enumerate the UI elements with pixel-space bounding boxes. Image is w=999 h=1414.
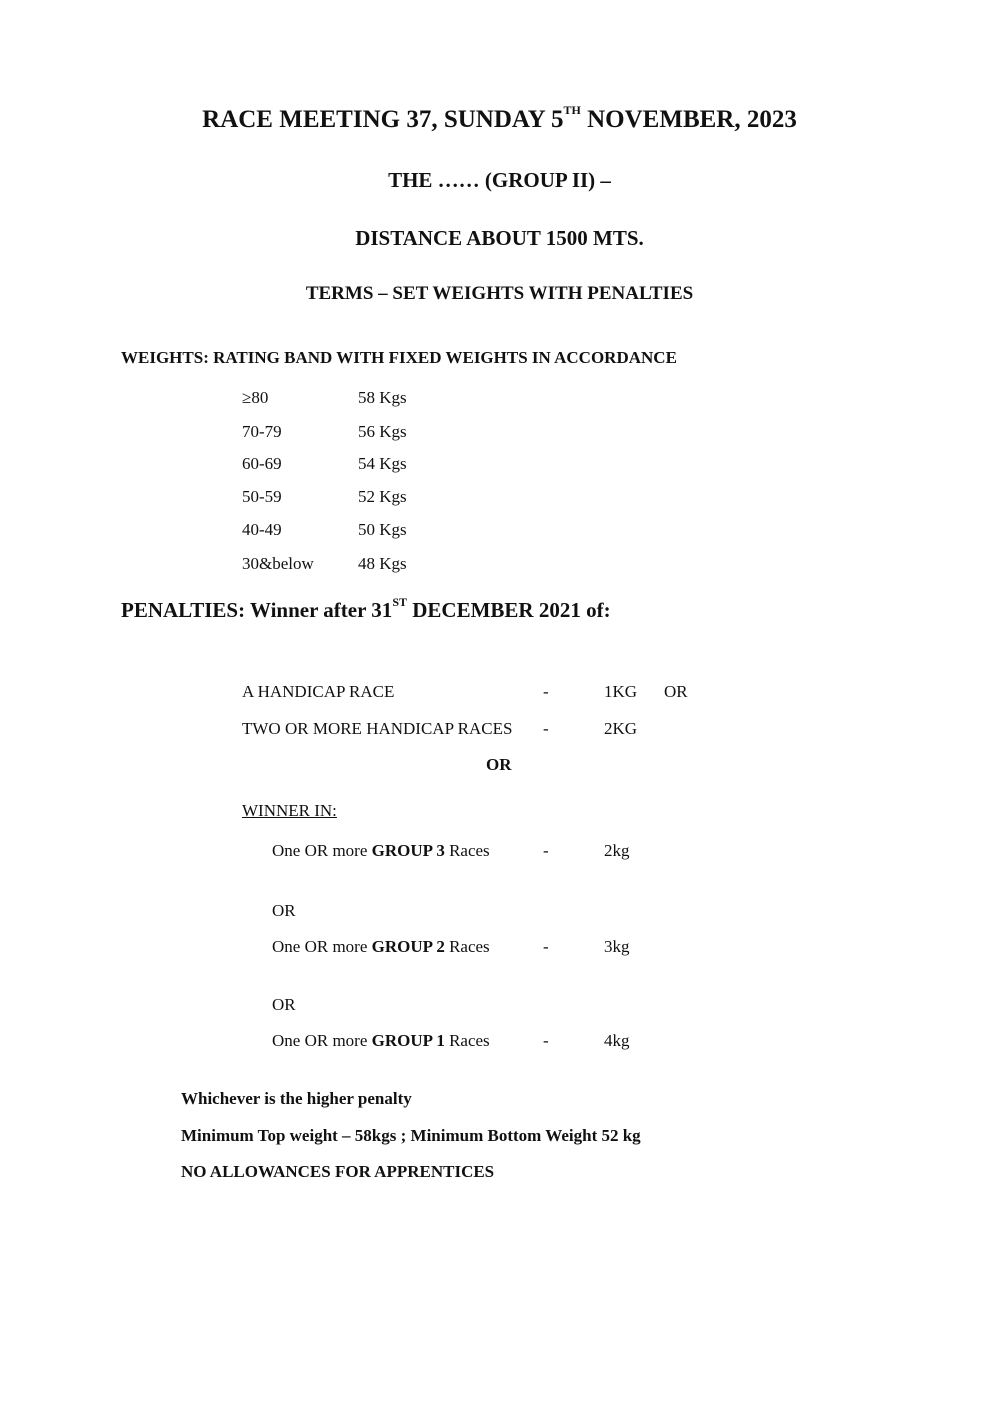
penalty-label: TWO OR MORE HANDICAP RACES (242, 719, 513, 738)
or-text: OR (272, 901, 296, 920)
penalty-dash: - (543, 1031, 549, 1050)
penalty-dash: - (543, 719, 549, 738)
weight-value: 56 Kgs (358, 422, 407, 441)
penalty-or: OR (664, 682, 688, 701)
penalty-value: 2KG (604, 719, 638, 738)
penalty-value: 3kg (604, 937, 630, 956)
weight-band: 70-79 (242, 422, 282, 441)
note-min-weights: Minimum Top weight – 58kgs ; Minimum Bottom Weight 52 kg (181, 1126, 641, 1145)
note-higher-penalty: Whichever is the higher penalty (181, 1089, 412, 1108)
weight-value: 54 Kgs (358, 454, 407, 473)
weight-value: 58 Kgs (358, 388, 407, 407)
weight-band: 40-49 (242, 520, 282, 539)
penalty-dash: - (543, 682, 549, 701)
penalty-value: 2kg (604, 841, 630, 860)
penalty-value: 4kg (604, 1031, 630, 1050)
penalty-label: A HANDICAP RACE (242, 682, 395, 701)
or-text: OR (272, 995, 296, 1014)
penalty-dash: - (543, 841, 549, 860)
weight-band: 50-59 (242, 487, 282, 506)
page-title: RACE MEETING 37, SUNDAY 5TH NOVEMBER, 2023 (202, 103, 797, 133)
weight-band: ≥80 (242, 388, 269, 407)
weights-heading: WEIGHTS: RATING BAND WITH FIXED WEIGHTS IN ACCORDANCE (121, 348, 677, 367)
weight-value: 52 Kgs (358, 487, 407, 506)
penalty-value: 1KG (604, 682, 638, 701)
weight-band: 60-69 (242, 454, 282, 473)
race-distance: DISTANCE ABOUT 1500 MTS. (355, 226, 644, 250)
weight-band: 30&below (242, 554, 314, 573)
weight-value: 48 Kgs (358, 554, 407, 573)
penalty-dash: - (543, 937, 549, 956)
winner-in-heading: WINNER IN: (242, 801, 337, 820)
penalties-heading: PENALTIES: Winner after 31ST DECEMBER 2021 of: (121, 595, 611, 622)
group-penalty-label: One OR more GROUP 3 Races (272, 841, 490, 860)
group-penalty-label: One OR more GROUP 1 Races (272, 1031, 490, 1050)
group-penalty-label: One OR more GROUP 2 Races (272, 937, 490, 956)
race-name: THE …… (GROUP II) – (388, 168, 611, 192)
race-terms: TERMS – SET WEIGHTS WITH PENALTIES (305, 283, 694, 304)
note-apprentices: NO ALLOWANCES FOR APPRENTICES (181, 1162, 495, 1181)
or-separator: OR (486, 755, 512, 774)
weight-value: 50 Kgs (358, 520, 407, 539)
